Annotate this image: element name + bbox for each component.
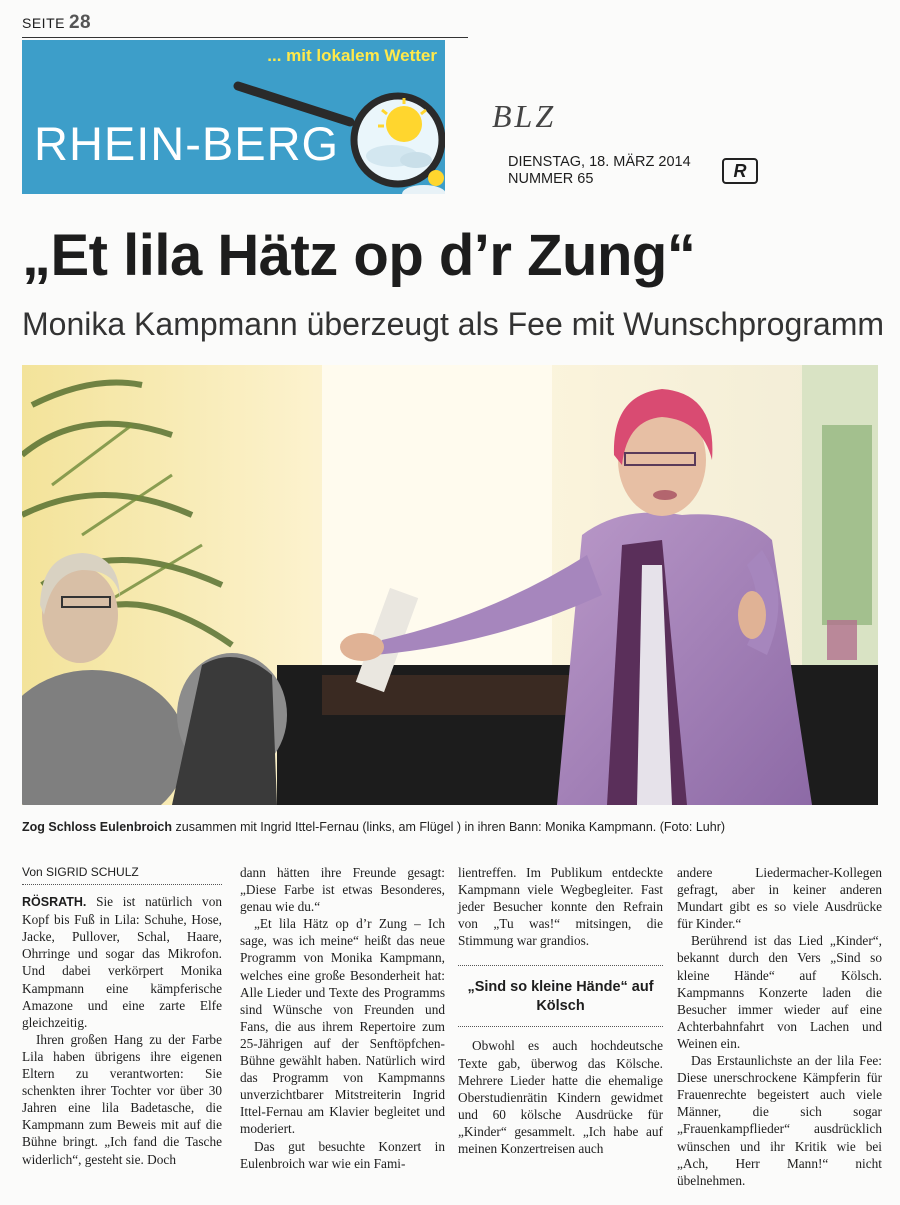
- photo-caption-lead: Zog Schloss Eulenbroich: [22, 820, 173, 834]
- header-rule: [22, 37, 468, 38]
- column-3-paragraph-1: lientreffen. Im Publikum entdeckte Kampmann viele Wegbegleiter. Fast jeder Besucher konnte den Refrain von „Tu was!“ mitsingen, die Stimmung war grandios.: [458, 865, 663, 949]
- article-column-2: [240, 864, 445, 1172]
- column-2-paragraph-2: „Et lila Hätz op d’r Zung – Ich sage, was ich meine“ heißt das neue Programm von Monika Kampmann, welches eine große Besonderheit hat: Alle Lieder und Texte des Programms sind Wünsche von Freunden und Fans, die aus ihrem Repertoire zum 25-Jährigen auf der Senftöpfchen-Bühne gewählt haben. Natürlich wird das Programm von Kampmanns unverzichtbarer Mitstreiterin Ingrid Ittel-Fernau am Klavier begleitet und moderiert.: [240, 916, 445, 1137]
- dateline-place: RÖSRATH.: [22, 895, 87, 910]
- page-number: 28: [68, 12, 92, 33]
- column-2-paragraph-3: Das gut besuchte Konzert in Eulenbroich war wie ein Fami-: [240, 1138, 445, 1171]
- column-4-paragraph-2: Berührend ist das Lied „Kinder“, bekannt durch den Vers „Sind so kleine Hände“ auf Kölsch. Kampmanns Konzerte laden die Besucher immer wieder auf eine Achterbahnfahrt von Lachen und Weinen ein.: [677, 933, 882, 1051]
- photo-caption-text: zusammen mit Ingrid Ittel-Fernau (links, am Flügel ) in ihren Bann: Monika Kampmann. (Foto: Luhr): [172, 820, 726, 834]
- article-byline: Von SIGRID SCHULZ: [22, 864, 222, 885]
- article-subhead: „Sind so kleine Hände“ auf Kölsch: [458, 965, 663, 1027]
- column-2-paragraph-1: dann hätten ihre Freunde gesagt: „Diese Farbe ist etwas Besonderes, genau wie du.“: [240, 865, 445, 915]
- column-3-paragraph-2: Obwohl es auch hochdeutsche Texte gab, überwog das Kölsche. Mehrere Lieder hatte die ehemalige Oberstudienrätin Kindern gewidmet und 60 kölsche Ausdrücke für „Kinder“ gesammelt. „Ich habe auf meinen Konzertreisen auch: [458, 1038, 663, 1157]
- issue-date: DIENSTAG, 18. MÄRZ 2014: [508, 154, 691, 170]
- page-label-text: SEITE: [22, 15, 65, 31]
- article-headline: „Et lila Hätz op d’r Zung“: [22, 223, 696, 288]
- column-1-paragraph-2: Ihren großen Hang zu der Farbe Lila haben übrigens ihre eigenen Eltern zu verantworten: Sie schenkten ihrer Tochter vor über 30 Jahren eine lila Badetasche, die Kampmann zum Beweis mit auf die Bühne bringt. „Ich fand die Tasche widerlich“, gesteht sie. Doch: [22, 1031, 222, 1167]
- page-label: [22, 12, 91, 34]
- banner-weather-text: ... mit lokalem Wetter: [267, 46, 437, 65]
- article-column-4: [677, 864, 882, 1189]
- photo-caption: [22, 820, 725, 834]
- column-1-paragraph-1: [22, 893, 222, 1031]
- article-column-1: [22, 864, 222, 1168]
- handwritten-note: BLZ: [492, 98, 557, 134]
- column-1-paragraph-1-text: Sie ist natürlich von Kopf bis Fuß in Lila: Schuhe, Hose, Jacke, Pullover, Schal, Haare, Ohrringe und sogar das Mikrofon. Und dabei verkörpert Monika Kampmann eine kämpferische Amazone und eine zarte Elfe gleichzeitig.: [22, 894, 222, 1030]
- article-subheadline: Monika Kampmann überzeugt als Fee mit Wunschprogramm: [22, 306, 884, 342]
- article-column-3: [458, 864, 663, 1157]
- newspaper-logo: R: [722, 158, 758, 184]
- column-4-paragraph-1: andere Liedermacher-Kollegen gefragt, aber in keiner anderen Mundart gibt es so viele Ausdrücke für Kinder.“: [677, 865, 882, 932]
- banner-title: RHEIN-BERG: [34, 117, 340, 170]
- article-photo: [22, 365, 878, 805]
- issue-number: NUMMER 65: [508, 171, 594, 187]
- concert-photo-illustration: [22, 365, 878, 805]
- column-4-paragraph-3: Das Erstaunlichste an der lila Fee: Diese unerschrockene Kämpferin für Frauenrechte begeistert auch viele Männer, die sich sogar „Frauenkampflieder“ ausdrücklich wünschen und ihr Kritik wie bei „Ach, Herr Mann!“ nicht übelnehmen.: [677, 1053, 882, 1188]
- issue-dateline: [508, 154, 691, 188]
- regional-banner: [22, 40, 445, 194]
